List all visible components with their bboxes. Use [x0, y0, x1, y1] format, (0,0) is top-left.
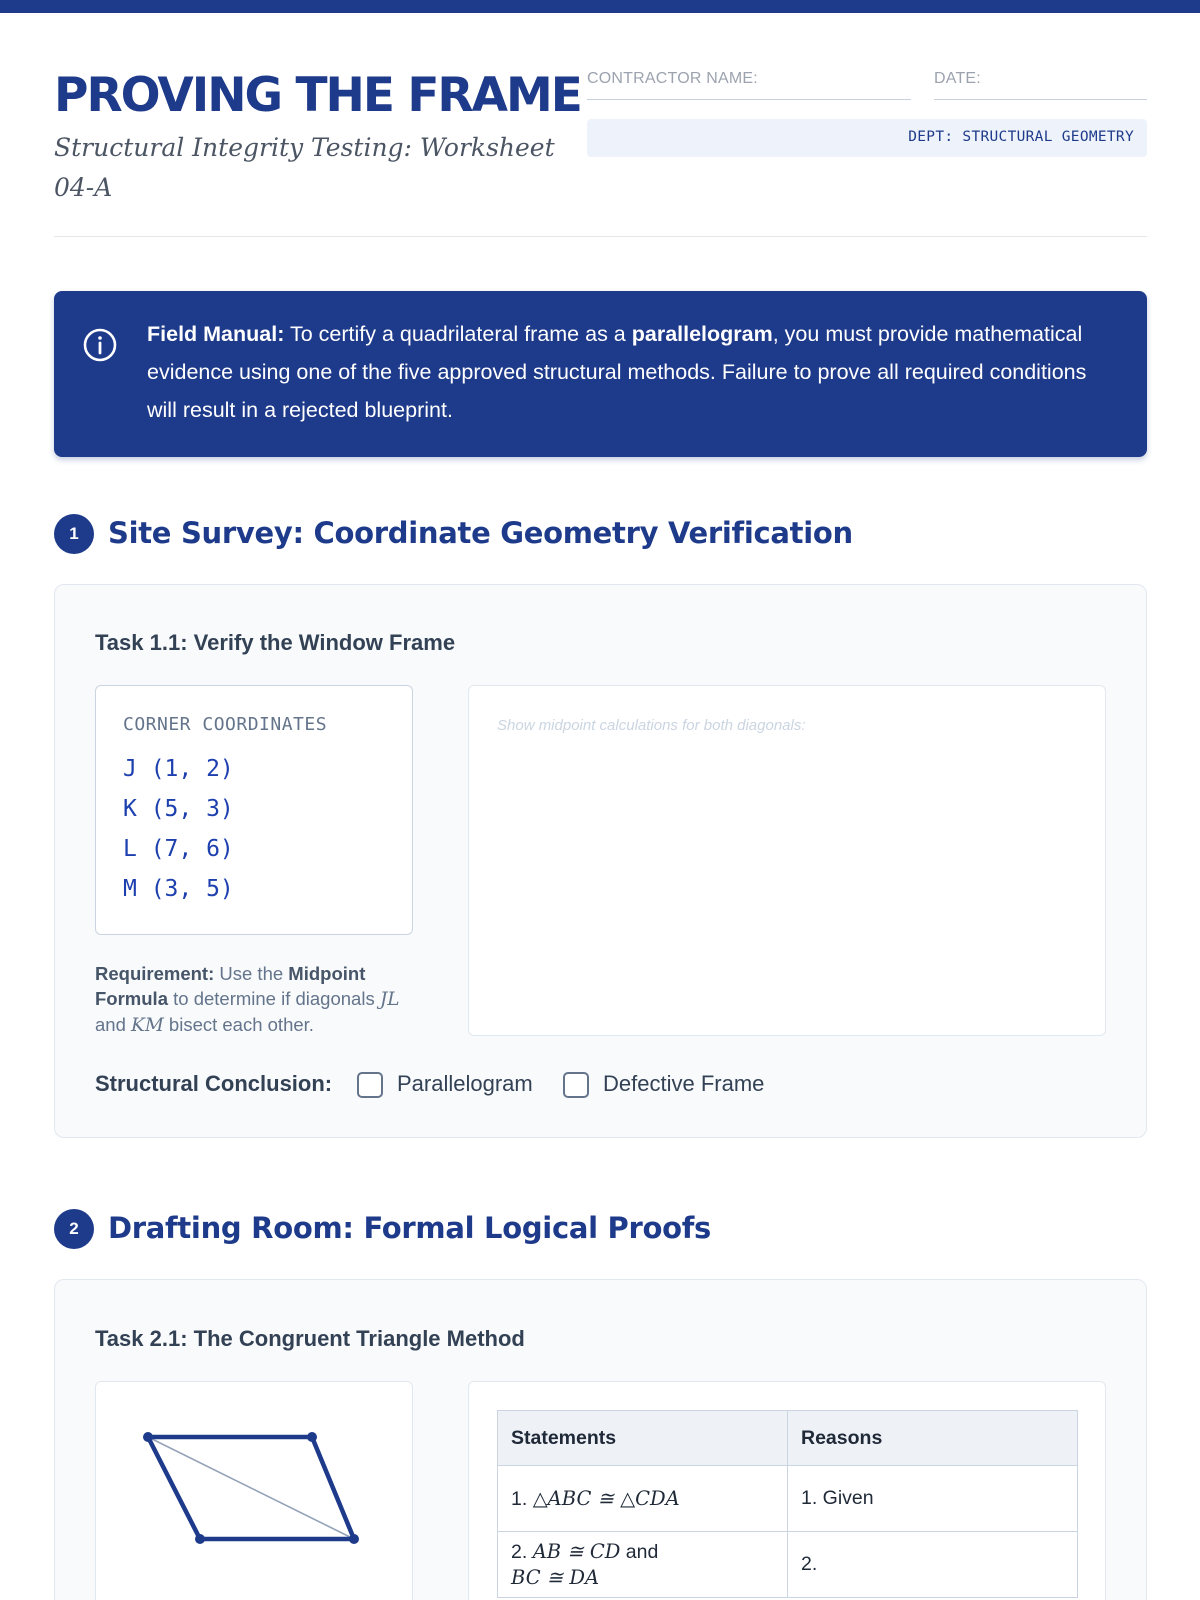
vertex-c — [349, 1534, 359, 1544]
field-manual-banner — [54, 291, 1147, 457]
coordinate-k: K (5, 3) — [123, 796, 234, 822]
requirement-text-3: bisect each other. — [163, 1014, 314, 1035]
task-2-1-title: Task 2.1: The Congruent Triangle Method — [95, 1326, 525, 1351]
diagonal-km: KM — [131, 1015, 164, 1036]
requirement-emph: Midpoint Formula — [95, 963, 366, 1009]
page-title: PROVING THE FRAME — [54, 68, 581, 123]
reasons-header: Reasons — [788, 1411, 1078, 1466]
coordinate-j: J (1, 2) — [123, 756, 234, 782]
proof-statement-2[interactable] — [498, 1532, 788, 1598]
section-1-badge: 1 — [54, 514, 94, 554]
proof-table-container — [468, 1381, 1106, 1600]
work-area-placeholder: Show midpoint calculations for both diagonals: — [497, 717, 806, 734]
defective-frame-checkbox[interactable] — [563, 1072, 589, 1098]
field-manual-text — [147, 315, 1117, 429]
task-2-1-card — [54, 1279, 1147, 1600]
statement-2-expr-b: BC ≅ DA — [511, 1565, 600, 1589]
field-manual-text-2: , you must provide mathematical evidence using one of the five approved structural methods. Failure to prove all required conditions will result in a rejected blueprint. — [147, 322, 1087, 422]
requirement-and: and — [95, 1014, 132, 1035]
date-field[interactable]: DATE: — [934, 70, 1147, 100]
vertex-d — [195, 1534, 205, 1544]
task-1-1-title: Task 1.1: Verify the Window Frame — [95, 630, 456, 655]
requirement-text-2: to determine if diagonals — [167, 988, 380, 1009]
field-manual-lead: Field Manual: — [147, 322, 285, 346]
proof-statement-1[interactable] — [498, 1466, 788, 1532]
vertex-b — [307, 1432, 317, 1442]
statement-2-number: 2. — [511, 1540, 533, 1563]
requirement-text-1: Use the — [214, 963, 289, 984]
parallelogram-diagram — [95, 1381, 413, 1600]
statement-1-number: 1. — [511, 1487, 533, 1510]
section-1-title: Site Survey: Coordinate Geometry Verification — [108, 516, 853, 550]
defective-frame-label: Defective Frame — [603, 1071, 765, 1096]
proof-reason-1[interactable]: 1. Given — [788, 1466, 1078, 1532]
statement-2-expr-a: AB ≅ CD — [532, 1539, 621, 1563]
coordinate-l: L (7, 6) — [123, 836, 234, 862]
worksheet-header — [54, 62, 1147, 237]
proof-reason-2[interactable]: 2. — [788, 1532, 1078, 1598]
parallelogram-figure — [96, 1382, 414, 1600]
field-manual-text-1: To certify a quadrilateral frame as a — [284, 322, 632, 346]
info-icon — [82, 327, 118, 363]
proof-row — [498, 1466, 1078, 1532]
field-manual-emph: parallelogram — [631, 322, 773, 346]
contractor-name-field[interactable]: CONTRACTOR NAME: — [587, 70, 911, 100]
two-column-proof-table — [497, 1410, 1078, 1598]
midpoint-work-area[interactable] — [468, 685, 1106, 1036]
page-subtitle: Structural Integrity Testing: Worksheet 04-A — [54, 133, 555, 202]
task-1-1-card — [54, 584, 1147, 1138]
structural-conclusion — [95, 1071, 995, 1101]
parallelogram-label: Parallelogram — [397, 1071, 533, 1096]
section-2-badge: 2 — [54, 1209, 94, 1249]
conclusion-label: Structural Conclusion: — [95, 1071, 333, 1096]
parallelogram-checkbox[interactable] — [357, 1072, 383, 1098]
section-2-title: Drafting Room: Formal Logical Proofs — [108, 1211, 712, 1245]
requirement-lead: Requirement: — [95, 963, 215, 984]
proof-header-row — [498, 1411, 1078, 1466]
statement-1-expr: △ABC ≅ △CDA — [532, 1486, 680, 1510]
diagonal-ac — [148, 1437, 354, 1539]
top-accent-bar — [0, 0, 1200, 13]
statement-2-and: and — [620, 1540, 659, 1563]
proof-row — [498, 1532, 1078, 1598]
statements-header: Statements — [498, 1411, 788, 1466]
requirement-note — [95, 961, 413, 1038]
vertex-a — [143, 1432, 153, 1442]
corner-coordinates-box — [95, 685, 413, 935]
coordinate-m: M (3, 5) — [123, 876, 234, 902]
corner-coordinates-label: CORNER COORDINATES — [123, 714, 328, 735]
diagonal-jl: JL — [379, 989, 400, 1010]
department-tag: DEPT: STRUCTURAL GEOMETRY — [587, 119, 1147, 157]
